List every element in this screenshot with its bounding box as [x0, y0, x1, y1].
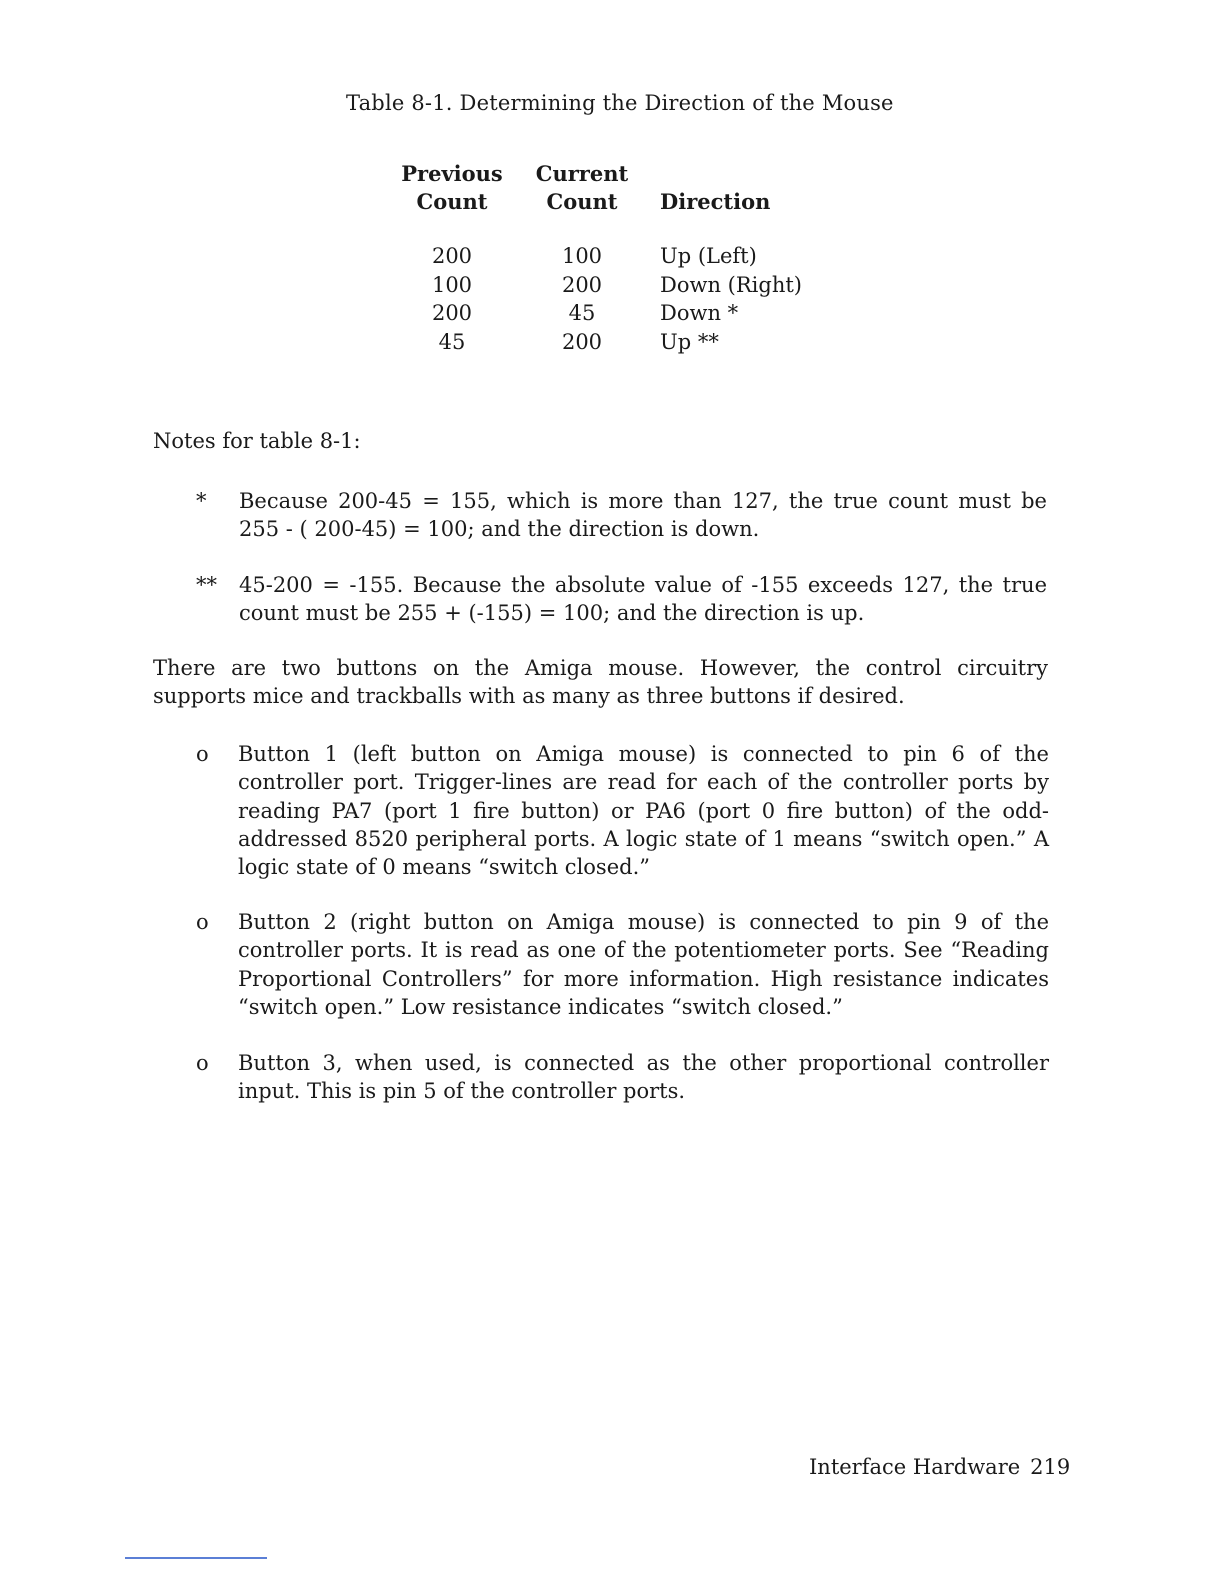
bullet-item: [196, 740, 1051, 885]
bullet-marker: o: [196, 742, 209, 766]
note-marker: *: [196, 489, 207, 513]
table-row: [392, 242, 840, 271]
table-row: [392, 271, 840, 300]
note-item: [196, 571, 1051, 631]
page-number: 219: [1030, 1455, 1071, 1479]
body-paragraph: There are two buttons on the Amiga mouse. However, the control circuitry supports mice and trackballs with as many as three buttons if desired.: [153, 656, 1048, 708]
cell-direction: Up **: [660, 329, 719, 354]
cell-previous: 200: [431, 244, 473, 268]
cell-direction: Up (Left): [660, 244, 757, 268]
header-previous-line2: Count: [416, 189, 488, 214]
table-row: [392, 328, 840, 357]
table-header-row-2: [392, 188, 840, 216]
note-text: Because 200-45 = 155, which is more than 127, the true count must be 255 - ( 200-45) = 100; and the direction is down.: [239, 489, 1047, 541]
cell-previous: 45: [438, 329, 466, 354]
bullet-marker: o: [196, 1051, 209, 1075]
page-footer: [809, 1455, 1070, 1479]
bullet-text: Button 3, when used, is connected as the other proportional controller input. This is pin 5 of the controller ports.: [238, 1051, 1049, 1104]
bullet-text: Button 1 (left button on Amiga mouse) is connected to pin 6 of the controller port. Trigger-lines are read for each of the controller ports by reading PA7 (port 1 fire button) or PA6 (port 0 fire button) of the odd-addressed 8520 peripheral ports. A logic state of 1 means “switch open.” A logic state of 0 means “switch closed.”: [238, 742, 1049, 880]
table-header-row-1: [392, 160, 840, 188]
scan-artifact-line: [125, 1557, 267, 1559]
bullet-text: Button 2 (right button on Amiga mouse) is connected to pin 9 of the controller ports. It is read as one of the potentiometer ports. See “Reading Proportional Controllers” for more information. High resistance indicates “switch open.” Low resistance indicates “switch closed.”: [238, 910, 1049, 1019]
cell-current: 45: [568, 301, 596, 325]
direction-table: [392, 160, 840, 356]
cell-current: 100: [561, 244, 603, 268]
bullet-item: [196, 908, 1051, 1023]
header-current-line2: Count: [546, 189, 618, 214]
cell-current: 200: [561, 329, 603, 354]
note-marker: **: [196, 573, 217, 597]
cell-previous: 200: [431, 301, 473, 325]
cell-current: 200: [561, 272, 603, 297]
table-row: [392, 299, 840, 328]
note-text: 45-200 = -155. Because the absolute value of -155 exceeds 127, the true count must be 255 + (-155) = 100; and the direction is up.: [239, 573, 1047, 625]
cell-direction: Down *: [660, 301, 739, 325]
note-item: [196, 487, 1051, 547]
bullet-item: [196, 1049, 1051, 1109]
notes-heading: Notes for table 8-1:: [153, 429, 361, 453]
footer-section-title: Interface Hardware: [809, 1455, 1021, 1479]
header-current-line1: Current: [535, 161, 629, 186]
header-direction: Direction: [660, 189, 771, 214]
cell-previous: 100: [431, 272, 473, 297]
cell-direction: Down (Right): [660, 272, 802, 297]
header-previous-line1: Previous: [401, 161, 503, 186]
bullet-marker: o: [196, 910, 209, 934]
table-title: Table 8-1. Determining the Direction of the Mouse: [346, 91, 894, 115]
